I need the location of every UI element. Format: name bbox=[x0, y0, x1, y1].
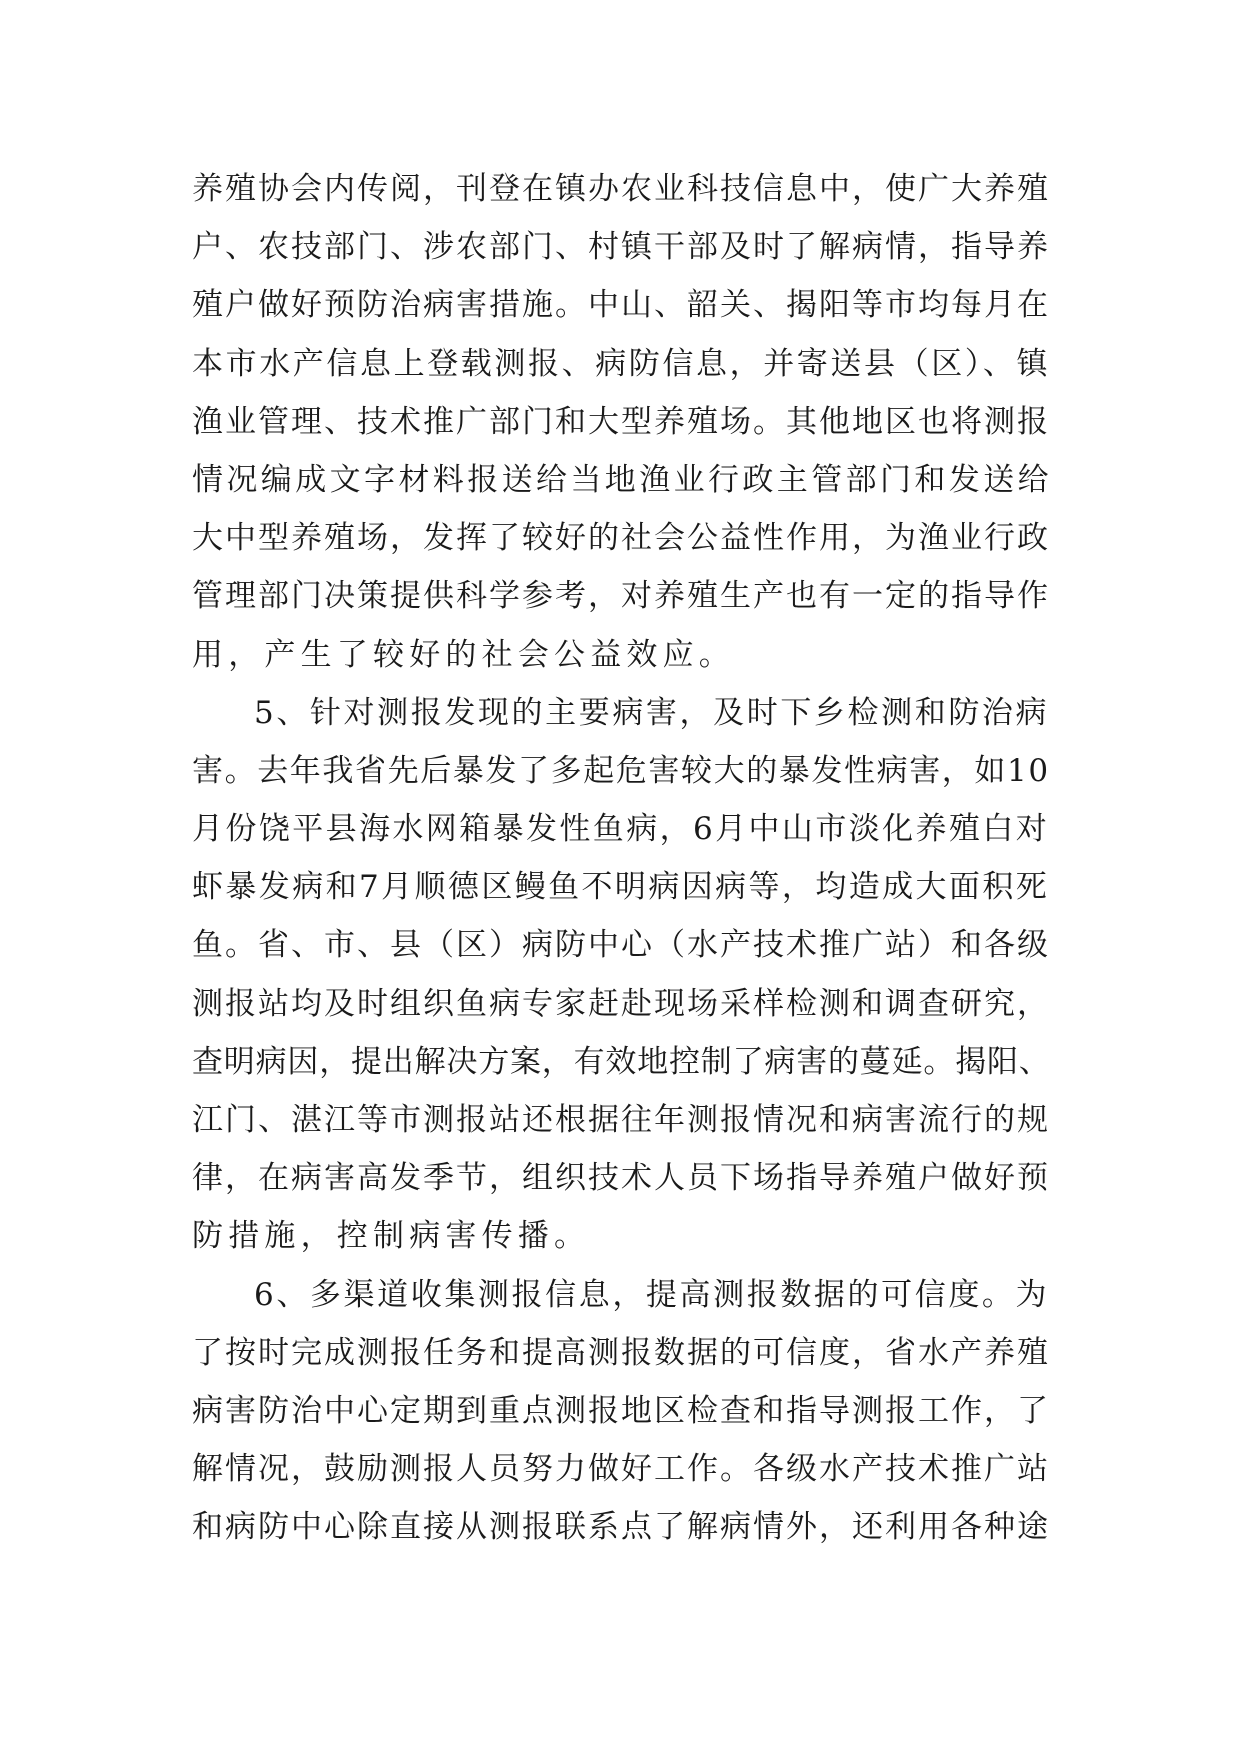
text-line: 渔业管理、技术推广部门和大型养殖场。其他地区也将测报 bbox=[192, 403, 1050, 440]
text-line: 律，在病害高发季节，组织技术人员下场指导养殖户做好预 bbox=[192, 1160, 1050, 1197]
paragraph-start-line: 5、针对测报发现的主要病害，及时下乡检测和防治病 bbox=[254, 694, 1050, 731]
text-line: 本市水产信息上登载测报、病防信息，并寄送县（区）、镇 bbox=[192, 345, 1051, 382]
text-line: 用，产生了较好的社会公益效应。 bbox=[192, 636, 735, 673]
text-line: 解情况，鼓励测报人员努力做好工作。各级水产技术推广站 bbox=[192, 1451, 1050, 1488]
text-line: 测报站均及时组织鱼病专家赶赴现场采样检测和调查研究， bbox=[192, 985, 1050, 1022]
text-line: 虾暴发病和7月顺德区鳗鱼不明病因病等，均造成大面积死 bbox=[192, 869, 1050, 906]
text-line: 户、农技部门、涉农部门、村镇干部及时了解病情，指导养 bbox=[192, 229, 1050, 266]
text-line: 江门、湛江等市测报站还根据往年测报情况和病害流行的规 bbox=[192, 1102, 1050, 1138]
text-line: 害。去年我省先后暴发了多起危害较大的暴发性病害，如10 bbox=[192, 752, 1050, 789]
text-line: 殖户做好预防治病害措施。中山、韶关、揭阳等市均每月在 bbox=[192, 287, 1050, 324]
text-line: 养殖协会内传阅，刊登在镇办农业科技信息中，使广大养殖 bbox=[192, 171, 1050, 207]
text-line: 大中型养殖场，发挥了较好的社会公益性作用，为渔业行政 bbox=[192, 520, 1050, 557]
text-line: 情况编成文字材料报送给当地渔业行政主管部门和发送给 bbox=[192, 461, 1052, 498]
body-text bbox=[192, 160, 1052, 1557]
text-line: 管理部门决策提供科学参考，对养殖生产也有一定的指导作 bbox=[192, 578, 1050, 615]
text-line: 查明病因，提出解决方案，有效地控制了病害的蔓延。揭阳、 bbox=[192, 1043, 1051, 1080]
text-line: 和病防中心除直接从测报联系点了解病情外，还利用各种途 bbox=[192, 1509, 1050, 1546]
text-line: 防措施，控制病害传播。 bbox=[192, 1218, 591, 1255]
text-line: 病害防治中心定期到重点测报地区检查和指导测报工作，了 bbox=[192, 1392, 1050, 1429]
paragraph-start-line: 6、多渠道收集测报信息，提高测报数据的可信度。为 bbox=[254, 1276, 1050, 1313]
text-line: 月份饶平县海水网箱暴发性鱼病，6月中山市淡化养殖白对 bbox=[192, 811, 1050, 848]
text-line: 了按时完成测报任务和提高测报数据的可信度，省水产养殖 bbox=[192, 1334, 1050, 1371]
text-line: 鱼。省、市、县（区）病防中心（水产技术推广站）和各级 bbox=[192, 927, 1050, 964]
